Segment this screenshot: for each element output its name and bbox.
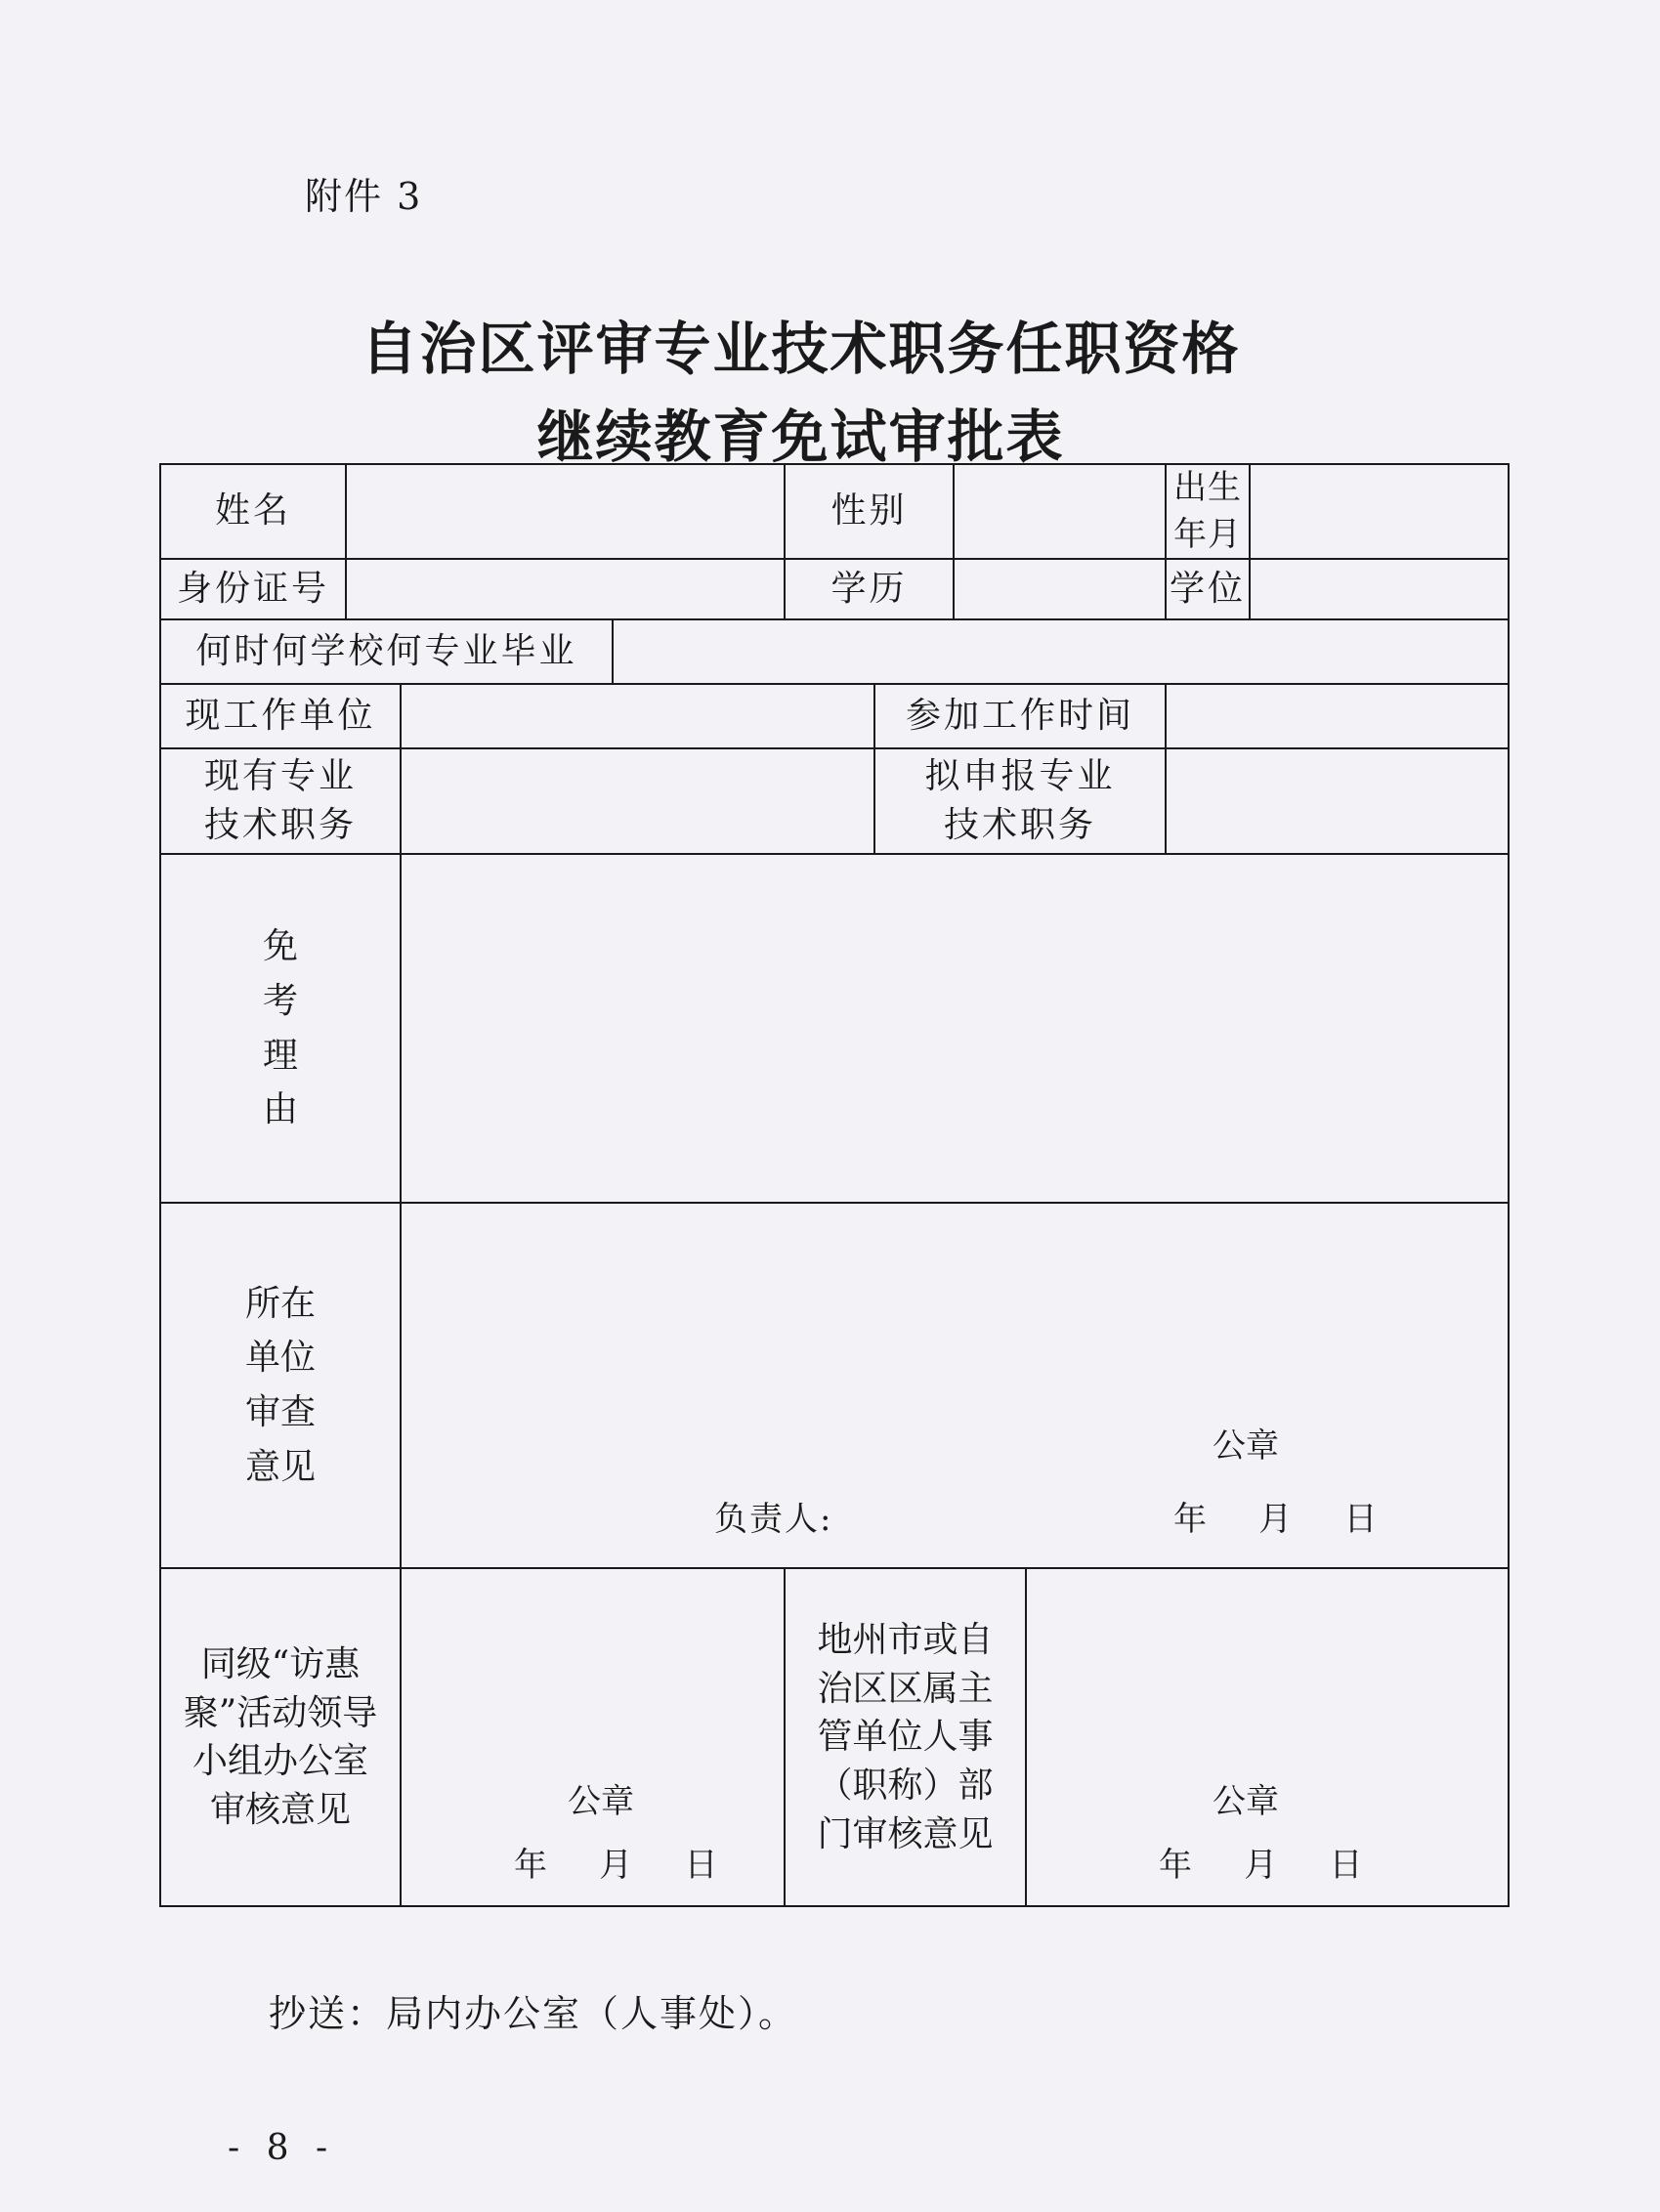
exempt-reason-field[interactable] — [401, 854, 1509, 1203]
prefecture-field[interactable] — [1026, 1568, 1509, 1906]
prefecture-line: 治区区属主 — [817, 1668, 994, 1709]
unit-review-line: 意见 — [244, 1446, 316, 1487]
birth-label: 出生年月 — [1166, 464, 1250, 559]
name-label: 姓名 — [160, 464, 346, 559]
unit-review-line: 所在 — [244, 1283, 316, 1324]
unit-review-label — [160, 1203, 401, 1568]
same-level-line: 小组办公室 — [192, 1741, 368, 1782]
prefecture-line: （职称）部 — [817, 1765, 994, 1807]
form-title-line1: 自治区评审专业技术职务任职资格 — [361, 316, 1241, 382]
degree-label: 学位 — [1166, 559, 1250, 619]
current-title-label — [160, 748, 401, 854]
birth-field[interactable] — [1250, 464, 1509, 559]
prefecture-date: 年 月 日 — [1159, 1846, 1365, 1886]
attachment-label: 附件 3 — [305, 175, 423, 218]
id-number-field[interactable] — [346, 559, 785, 619]
same-level-line: 同级“访惠 — [200, 1643, 361, 1684]
unit-review-field[interactable] — [401, 1203, 1509, 1568]
proposed-title-line1: 拟申报专业 — [924, 755, 1116, 796]
same-level-line: 审核意见 — [209, 1789, 351, 1830]
unit-responsible: 负责人: — [714, 1500, 833, 1540]
form-title-line2: 继续教育免试审批表 — [536, 404, 1065, 470]
current-title-line1: 现有专业 — [203, 755, 357, 796]
exempt-reason-char: 考 — [262, 980, 298, 1021]
current-title-line2: 技术职务 — [203, 805, 357, 846]
prefecture-line: 地州市或自 — [817, 1620, 994, 1660]
proposed-title-line2: 技术职务 — [944, 805, 1097, 846]
id-number-label: 身份证号 — [160, 559, 346, 619]
gender-field[interactable] — [954, 464, 1166, 559]
education-field[interactable] — [954, 559, 1166, 619]
gender-label: 性别 — [785, 464, 954, 559]
prefecture-stamp: 公章 — [1213, 1782, 1280, 1822]
prefecture-label — [785, 1568, 1026, 1906]
graduation-field[interactable] — [613, 619, 1509, 684]
unit-review-line: 单位 — [244, 1338, 316, 1379]
current-title-field[interactable] — [401, 748, 874, 854]
unit-stamp: 公章 — [1213, 1426, 1279, 1467]
proposed-title-label — [874, 748, 1166, 854]
work-start-field[interactable] — [1166, 684, 1509, 748]
work-start-label: 参加工作时间 — [874, 684, 1166, 748]
work-unit-label: 现工作单位 — [160, 684, 401, 748]
exempt-reason-label — [160, 854, 401, 1203]
name-field[interactable] — [346, 464, 785, 559]
exempt-reason-char: 免 — [262, 926, 298, 967]
exempt-reason-char: 理 — [262, 1035, 298, 1076]
cc-line: 抄送：局内办公室（人事处）。 — [269, 1992, 798, 2035]
approval-form-table — [159, 463, 1510, 1907]
same-level-field[interactable] — [401, 1568, 785, 1906]
prefecture-line: 门审核意见 — [817, 1813, 994, 1854]
proposed-title-field[interactable] — [1166, 748, 1509, 854]
page-number: - 8 - — [228, 2128, 336, 2168]
unit-date: 年 月 日 — [1173, 1500, 1380, 1540]
same-level-stamp: 公章 — [568, 1782, 634, 1822]
same-level-line: 聚”活动领导 — [183, 1692, 378, 1733]
same-level-date: 年 月 日 — [514, 1846, 720, 1886]
education-label: 学历 — [785, 559, 954, 619]
degree-field[interactable] — [1250, 559, 1509, 619]
unit-review-line: 审查 — [244, 1392, 316, 1433]
graduation-label: 何时何学校何专业毕业 — [160, 619, 613, 684]
prefecture-line: 管单位人事 — [817, 1717, 994, 1758]
same-level-label — [160, 1568, 401, 1906]
exempt-reason-char: 由 — [262, 1089, 298, 1130]
work-unit-field[interactable] — [401, 684, 874, 748]
